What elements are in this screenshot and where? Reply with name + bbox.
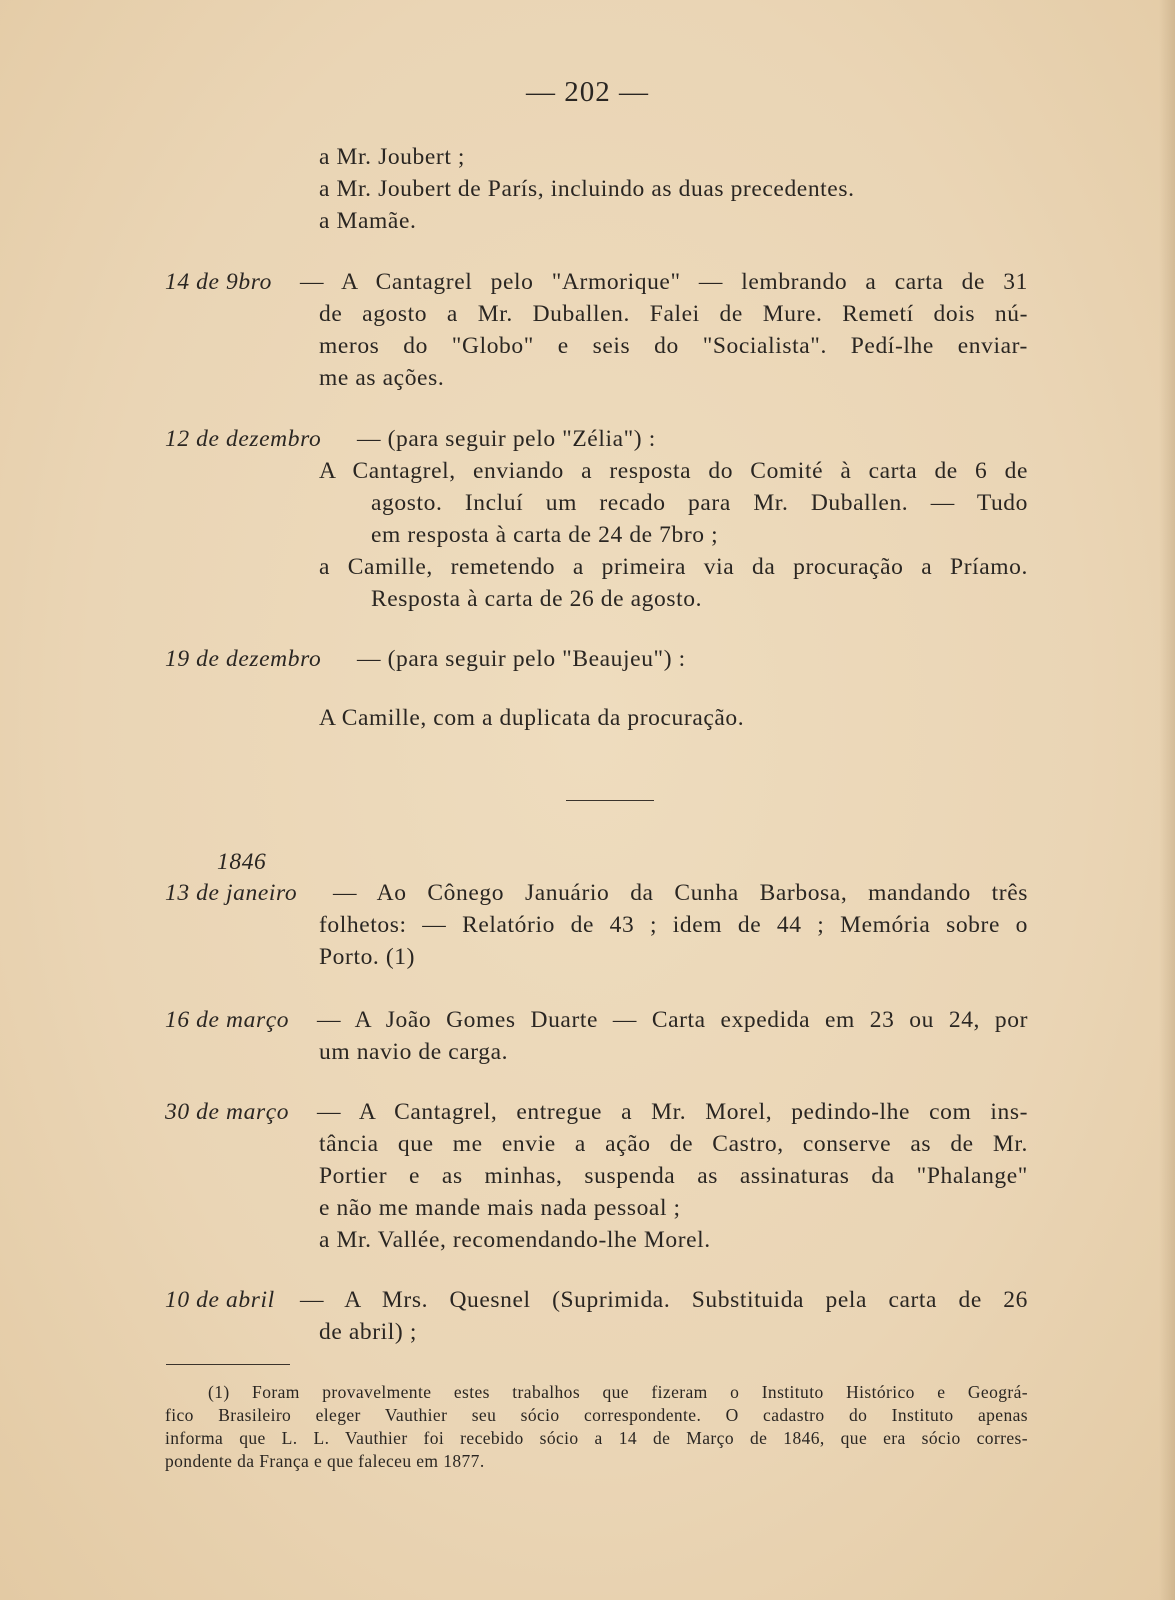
entry-first-line: — (para seguir pelo "Zélia") : <box>357 426 656 452</box>
section-divider <box>566 800 654 801</box>
entry-date: 30 de março <box>165 1099 290 1125</box>
entry-first-line: — Ao Cônego Januário da Cunha Barbosa, mandando três <box>333 880 1028 906</box>
text-line: um navio de carga. <box>319 1039 509 1065</box>
entry-first-line: — A Cantagrel, entregue a Mr. Morel, pedindo-lhe com ins- <box>317 1099 1028 1125</box>
text-line: folhetos: — Relatório de 43 ; idem de 44 ; Memória sobre o <box>319 912 1028 938</box>
page-edge-shadow <box>1159 0 1175 1600</box>
text-line: a Mr. Joubert ; <box>319 144 466 170</box>
entry-date: 12 de dezembro <box>165 426 322 452</box>
entry-date: 10 de abril <box>165 1287 275 1313</box>
entry-first-line: — (para seguir pelo "Beaujeu") : <box>357 646 686 672</box>
footnote-line: (1) Foram provavelmente estes trabalhos que fizeram o Instituto Histórico e Geográ- <box>208 1382 1028 1402</box>
year-heading: 1846 <box>217 849 267 875</box>
entry-first-line: — A Mrs. Quesnel (Suprimida. Substituida pela carta de 26 <box>300 1287 1028 1313</box>
entry-date: 14 de 9bro <box>165 269 272 295</box>
text-line: tância que me envie a ação de Castro, conserve as de Mr. <box>319 1131 1028 1157</box>
text-line: a Mr. Vallée, recomendando-lhe Morel. <box>319 1227 711 1253</box>
text-line: a Camille, remetendo a primeira via da procuração a Príamo. <box>319 554 1028 580</box>
text-line: Portier e as minhas, suspenda as assinaturas da "Phalange" <box>319 1163 1028 1189</box>
entry-date: 19 de dezembro <box>165 646 322 672</box>
footnote-divider <box>166 1364 290 1365</box>
text-line: a Mamãe. <box>319 208 417 234</box>
text-line: e não me mande mais nada pessoal ; <box>319 1195 681 1221</box>
text-line: agosto. Incluí um recado para Mr. Duballen. — Tudo <box>371 490 1028 516</box>
entry-date: 16 de março <box>165 1007 290 1033</box>
text-line: Resposta à carta de 26 de agosto. <box>371 586 703 612</box>
text-line: A Cantagrel, enviando a resposta do Comité à carta de 6 de <box>319 458 1028 484</box>
text-line: de abril) ; <box>319 1319 417 1345</box>
page-number: — 202 — <box>526 76 649 108</box>
footnote-line: pondente da França e que faleceu em 1877. <box>165 1451 485 1471</box>
text-line: em resposta à carta de 24 de 7bro ; <box>371 522 719 548</box>
footnote-line: fico Brasileiro eleger Vauthier seu sócio correspondente. O cadastro do Instituto apenas <box>165 1405 1028 1425</box>
footnote-line: informa que L. L. Vauthier foi recebido sócio a 14 de Março de 1846, que era sócio corres- <box>165 1428 1028 1448</box>
text-line: de agosto a Mr. Duballen. Falei de Mure. Remetí dois nú- <box>319 301 1028 327</box>
entry-first-line: — A Cantagrel pelo "Armorique" — lembrando a carta de 31 <box>300 269 1028 295</box>
text-line: me as ações. <box>319 365 445 391</box>
text-line: meros do "Globo" e seis do "Socialista". Pedí-lhe enviar- <box>319 333 1028 359</box>
text-line: A Camille, com a duplicata da procuração. <box>319 705 745 731</box>
entry-date: 13 de janeiro <box>165 880 298 906</box>
text-line: a Mr. Joubert de París, incluindo as duas precedentes. <box>319 176 855 202</box>
text-line: Porto. (1) <box>319 944 416 970</box>
entry-first-line: — A João Gomes Duarte — Carta expedida em 23 ou 24, por <box>317 1007 1028 1033</box>
